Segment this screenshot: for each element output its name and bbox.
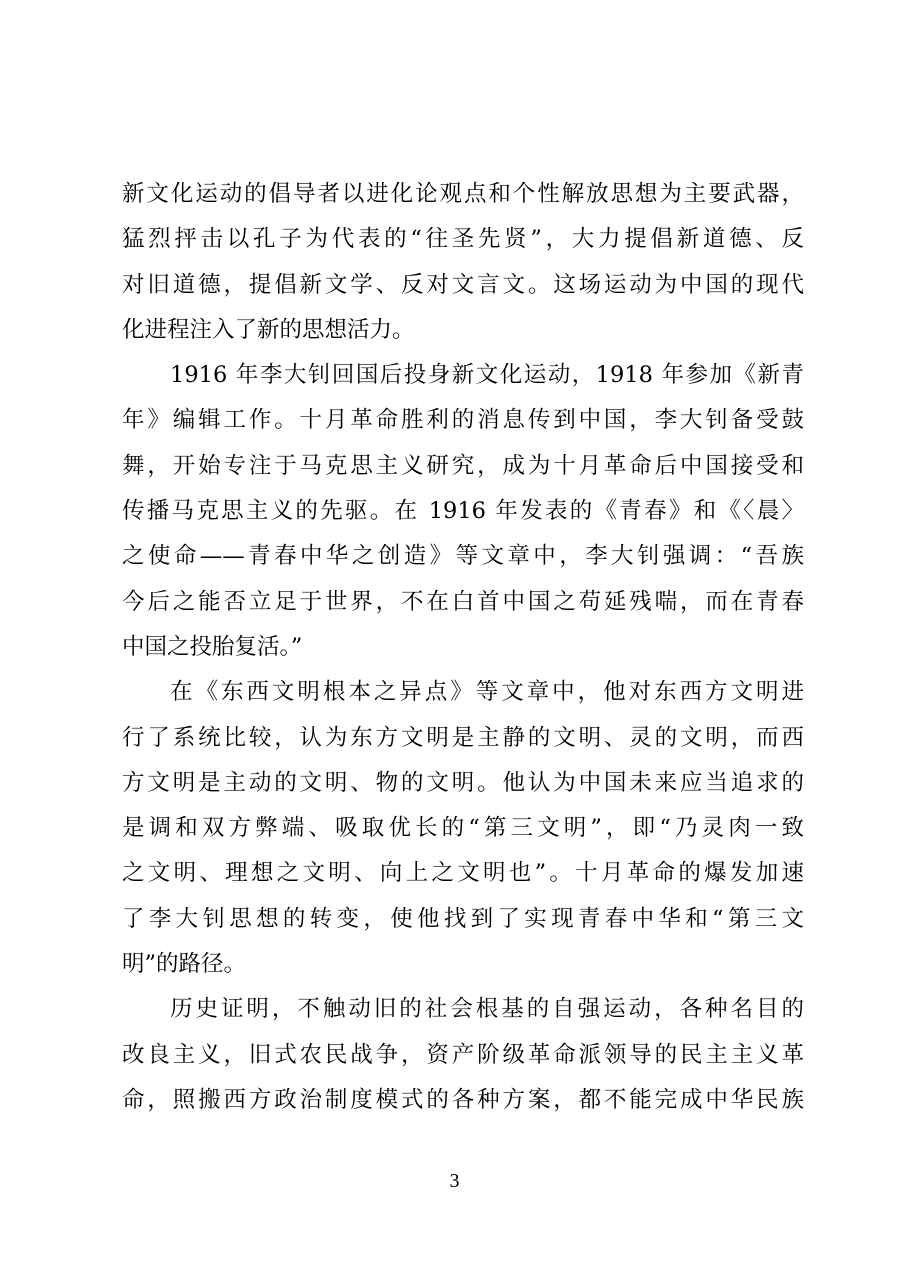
text-line: 新文化运动的倡导者以进化论观点和个性解放思想为主要武器， (122, 181, 804, 207)
text-line: 行了系统比较，认为东方文明是主静的文明、灵的文明，而西 (122, 724, 804, 751)
text-line: 在《东西文明根本之异点》等文章中，他对东西方文明进 (170, 679, 804, 706)
text-line: 对旧道德，提倡新文学、反对文言文。这场运动为中国的现代 (122, 271, 804, 298)
paragraph-2 (122, 353, 804, 670)
text-line: 传播马克思主义的先驱。在 1916 年发表的《青春》和《〈晨〉 (122, 498, 804, 525)
text-line: 化进程注入了新的思想活力。 (122, 316, 415, 343)
text-line: 是调和双方弊端、吸取优长的“第三文明”，即“乃灵肉一致 (122, 815, 804, 842)
text-line: 历史证明，不触动旧的社会根基的自强运动，各种名目的 (170, 996, 804, 1023)
paragraph-1 (122, 172, 804, 353)
text-line: 1916 年李大钊回国后投身新文化运动，1918 年参加《新青 (170, 362, 804, 389)
text-line: 猛烈抨击以孔子为代表的“往圣先贤”，大力提倡新道德、反 (122, 226, 804, 253)
text-line: 之使命——青春中华之创造》等文章中，李大钊强调：“吾族 (122, 543, 804, 570)
paragraph-3 (122, 670, 804, 987)
text-line: 中国之投胎复活。” (122, 633, 303, 660)
text-line: 了李大钊思想的转变，使他找到了实现青春中华和“第三文 (122, 905, 804, 932)
text-line: 今后之能否立足于世界，不在白首中国之苟延残喘，而在青春 (122, 588, 804, 615)
text-line: 改良主义，旧式农民战争，资产阶级革命派领导的民主主义革 (122, 1041, 804, 1068)
text-line: 之文明、理想之文明、向上之文明也”。十月革命的爆发加速 (122, 860, 804, 887)
text-line: 舞，开始专注于马克思主义研究，成为十月革命后中国接受和 (122, 452, 804, 479)
text-line: 方文明是主动的文明、物的文明。他认为中国未来应当追求的 (122, 769, 804, 796)
body-text (122, 172, 804, 1123)
paragraph-4 (122, 987, 804, 1123)
text-line: 命，照搬西方政治制度模式的各种方案，都不能完成中华民族 (122, 1086, 804, 1113)
text-line: 年》编辑工作。十月革命胜利的消息传到中国，李大钊备受鼓 (122, 407, 804, 434)
text-line: 明”的路径。 (122, 951, 247, 978)
page-number: 3 (449, 1170, 460, 1192)
